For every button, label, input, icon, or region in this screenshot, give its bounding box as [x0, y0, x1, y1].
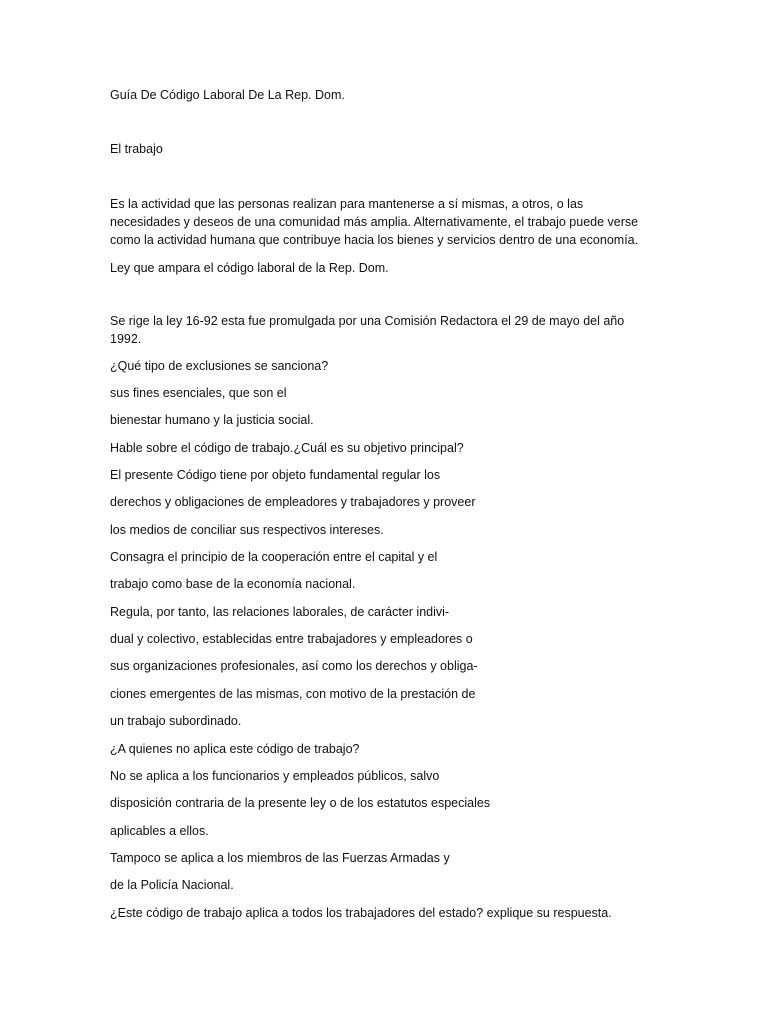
intro-paragraph [110, 195, 655, 249]
intro-line: Es la actividad que las personas realizan para mantenerse a sí mismas, a otros, o las [110, 197, 584, 211]
law-paragraph [110, 312, 655, 348]
text-line: aplicables a ellos. [110, 824, 209, 838]
document-title: Guía De Código Laboral De La Rep. Dom. [110, 88, 345, 102]
text-line: dual y colectivo, establecidas entre trabajadores y empleadores o [110, 632, 473, 646]
text-line: disposición contraria de la presente ley o de los estatutos especiales [110, 796, 491, 810]
text-line: Tampoco se aplica a los miembros de las Fuerzas Armadas y [110, 851, 450, 865]
question-exclusiones: ¿Qué tipo de exclusiones se sanciona? [110, 359, 329, 373]
text-line: sus organizaciones profesionales, así como los derechos y obliga- [110, 659, 478, 673]
text-line: los medios de conciliar sus respectivos intereses. [110, 523, 384, 537]
text-line: No se aplica a los funcionarios y empleados públicos, salvo [110, 769, 440, 783]
question-objetivo: Hable sobre el código de trabajo.¿Cuál es su objetivo principal? [110, 441, 464, 455]
law-line: 1992. [110, 332, 142, 346]
text-line: Consagra el principio de la cooperación entre el capital y el [110, 550, 438, 564]
question-no-aplica: ¿A quienes no aplica este código de trabajo? [110, 742, 360, 756]
law-heading: Ley que ampara el código laboral de la Rep. Dom. [110, 261, 389, 275]
text-line: Regula, por tanto, las relaciones laborales, de carácter indivi- [110, 605, 450, 619]
intro-line: necesidades y deseos de una comunidad más amplia. Alternativamente, el trabajo puede verse [110, 215, 639, 229]
law-line: Se rige la ley 16-92 esta fue promulgada por una Comisión Redactora el 29 de mayo del año [110, 314, 625, 328]
text-line: bienestar humano y la justicia social. [110, 413, 314, 427]
text-line: derechos y obligaciones de empleadores y trabajadores y proveer [110, 495, 476, 509]
text-line: un trabajo subordinado. [110, 714, 242, 728]
text-line: trabajo como base de la economía nacional. [110, 577, 356, 591]
text-line: El presente Código tiene por objeto fundamental regular los [110, 468, 441, 482]
text-line: de la Policía Nacional. [110, 878, 234, 892]
text-line: ciones emergentes de las mismas, con motivo de la prestación de [110, 687, 476, 701]
text-line: sus fines esenciales, que son el [110, 386, 287, 400]
intro-line: como la actividad humana que contribuye hacia los bienes y servicios dentro de una economía. [110, 233, 639, 247]
section-heading-el-trabajo: El trabajo [110, 142, 163, 156]
question-trabajadores-estado: ¿Este código de trabajo aplica a todos los trabajadores del estado? explique su respuesta. [110, 906, 612, 920]
